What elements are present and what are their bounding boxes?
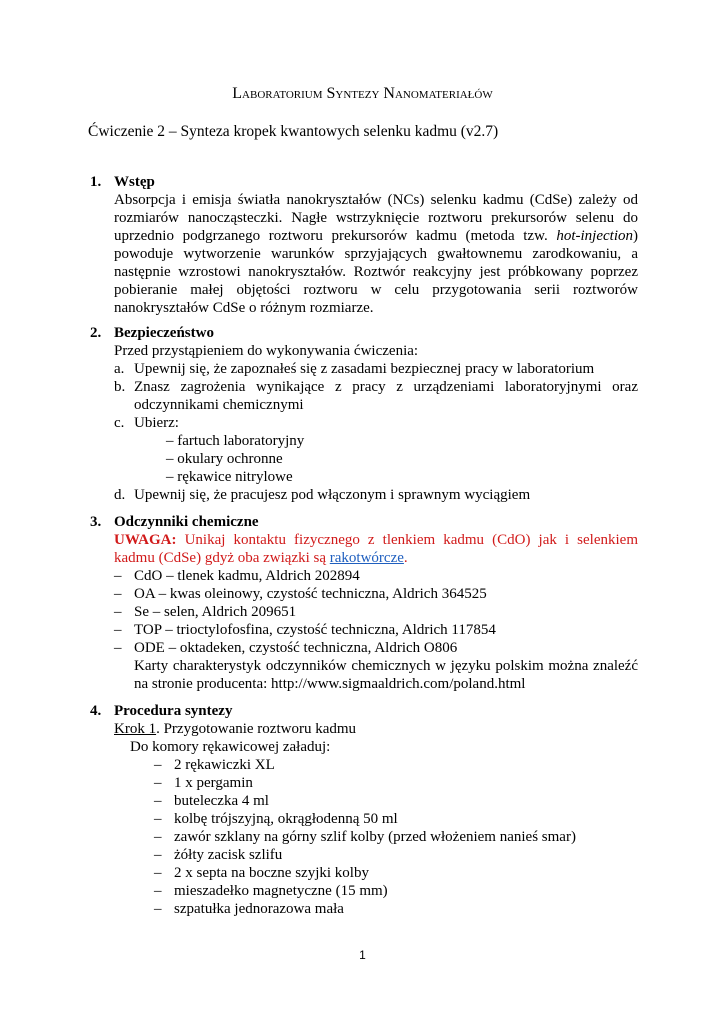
- dash-bullet: –: [154, 865, 162, 881]
- dash-bullet: –: [154, 811, 162, 827]
- list-text: Upewnij się, że zapoznałeś się z zasadami bezpiecznej pracy w laboratorium: [134, 361, 595, 377]
- exercise-subtitle: Ćwiczenie 2 – Synteza kropek kwantowych selenku kadmu (v2.7): [88, 123, 499, 140]
- load-instruction: Do komory rękawicowej załaduj:: [130, 739, 331, 755]
- warning-text: Unikaj kontaktu fizycznego z tlenkiem kadmu (CdO) jak i selenkiem kadmu (CdSe) gdyż oba związki są: [114, 532, 638, 566]
- section-heading: Odczynniki chemiczne: [114, 514, 259, 530]
- reagent-item: [114, 585, 638, 603]
- list-label: d.: [114, 487, 126, 503]
- reagent-text: ODE – oktadeken, czystość techniczna, Aldrich O806: [134, 640, 458, 656]
- safety-intro: Przed przystąpieniem do wykonywania ćwiczenia:: [114, 343, 419, 359]
- list-item: [154, 828, 638, 846]
- list-item: [114, 486, 638, 504]
- carcinogenic-link[interactable]: rakotwórcze: [329, 550, 404, 566]
- intro-italic-term: hot-injection: [556, 228, 633, 244]
- dash-bullet: –: [114, 622, 122, 638]
- section-reagents: [90, 513, 638, 693]
- page-number: 1: [359, 948, 366, 962]
- list-text: zawór szklany na górny szlif kolby (przed włożeniem nanieś smar): [174, 829, 576, 845]
- clothing-item: – okulary ochronne: [166, 451, 283, 467]
- reagent-note-text: Karty charakterystyk odczynników chemicznych w języku polskim można znaleźć na stronie producenta: http://www.sigmaaldrich.com/poland.html: [134, 658, 638, 692]
- list-label: a.: [114, 361, 125, 377]
- warning-end: .: [403, 550, 408, 566]
- section-number: 2.: [90, 325, 102, 341]
- dash-bullet: –: [114, 640, 122, 656]
- list-text: 2 x septa na boczne szyjki kolby: [174, 865, 369, 881]
- list-text: Ubierz:: [134, 415, 179, 431]
- reagent-item: [114, 621, 638, 639]
- list-item: [154, 864, 638, 882]
- reagent-text: CdO – tlenek kadmu, Aldrich 202894: [134, 568, 360, 584]
- list-text: szpatułka jednorazowa mała: [174, 901, 344, 917]
- step-title: . Przygotowanie roztworu kadmu: [156, 721, 357, 737]
- reagent-item: [114, 639, 638, 657]
- list-text: kolbę trójszyjną, okrągłodenną 50 ml: [174, 811, 398, 827]
- section-number: 1.: [90, 174, 102, 190]
- clothing-item: – fartuch laboratoryjny: [166, 433, 305, 449]
- list-text: żółty zacisk szlifu: [174, 847, 283, 863]
- list-text: Znasz zagrożenia wynikające z pracy z urządzeniami laboratoryjnymi oraz odczynnikami chemicznymi: [134, 379, 638, 413]
- dash-bullet: –: [154, 793, 162, 809]
- dash-bullet: –: [114, 586, 122, 602]
- list-item: [154, 792, 638, 810]
- list-text: buteleczka 4 ml: [174, 793, 269, 809]
- section-heading: Wstęp: [114, 174, 155, 190]
- list-text: mieszadełko magnetyczne (15 mm): [174, 883, 388, 899]
- intro-paragraph: [114, 191, 638, 317]
- reagent-note: [114, 657, 638, 693]
- warning-note: [114, 531, 638, 567]
- section-intro: [90, 173, 638, 317]
- step-label: Krok 1: [114, 721, 157, 737]
- section-safety: [90, 324, 638, 504]
- list-label: b.: [114, 379, 126, 395]
- list-item: [154, 774, 638, 792]
- intro-text: Absorpcja i emisja światła nanokryształów (NCs) selenku kadmu (CdSe) zależy od rozmiarów nanocząsteczki. Nagłe wstrzyknięcie roztworu prekursorów selenu do uprzednio podgrzanego roztworu prekursorów kadmu (metoda tzw.: [114, 192, 638, 244]
- list-item: [114, 378, 638, 414]
- dash-bullet: –: [114, 604, 122, 620]
- list-item: [114, 414, 638, 432]
- dash-bullet: –: [114, 568, 122, 584]
- clothing-item: – rękawice nitrylowe: [166, 469, 293, 485]
- list-item: [154, 756, 638, 774]
- reagent-text: Se – selen, Aldrich 209651: [134, 604, 297, 620]
- warning-label: UWAGA:: [114, 532, 177, 548]
- section-heading: Bezpieczeństwo: [114, 325, 214, 341]
- reagent-text: OA – kwas oleinowy, czystość techniczna, Aldrich 364525: [134, 586, 487, 602]
- list-label: c.: [114, 415, 125, 431]
- section-number: 3.: [90, 514, 102, 530]
- reagent-text: TOP – trioctylofosfina, czystość techniczna, Aldrich 117854: [134, 622, 496, 638]
- list-item: [154, 846, 638, 864]
- document-title: Laboratorium Syntezy Nanomateriałów: [232, 85, 493, 102]
- intro-text-end: ) powoduje wytworzenie warunków sprzyjających gwałtownemu zarodkowaniu, a następnie wzrostowi nanokryształów. Roztwór reakcyjny jest próbkowany poprzez pobieranie małej objętości roztworu w celu przygotowania serii roztworów nanokryształów CdSe o różnym rozmiarze.: [114, 228, 638, 316]
- list-item: [154, 882, 638, 900]
- step-heading: [114, 720, 638, 738]
- section-procedure: [90, 702, 638, 918]
- section-heading: Procedura syntezy: [114, 703, 233, 719]
- dash-bullet: –: [154, 883, 162, 899]
- dash-bullet: –: [154, 757, 162, 773]
- section-number: 4.: [90, 703, 102, 719]
- reagent-item: [114, 567, 638, 585]
- list-text: 1 x pergamin: [174, 775, 253, 791]
- list-item: [154, 810, 638, 828]
- reagent-item: [114, 603, 638, 621]
- dash-bullet: –: [154, 775, 162, 791]
- list-text: Upewnij się, że pracujesz pod włączonym i sprawnym wyciągiem: [134, 487, 531, 503]
- dash-bullet: –: [154, 829, 162, 845]
- list-item: [154, 900, 638, 918]
- dash-bullet: –: [154, 901, 162, 917]
- dash-bullet: –: [154, 847, 162, 863]
- list-item: [114, 360, 638, 378]
- list-text: 2 rękawiczki XL: [174, 757, 275, 773]
